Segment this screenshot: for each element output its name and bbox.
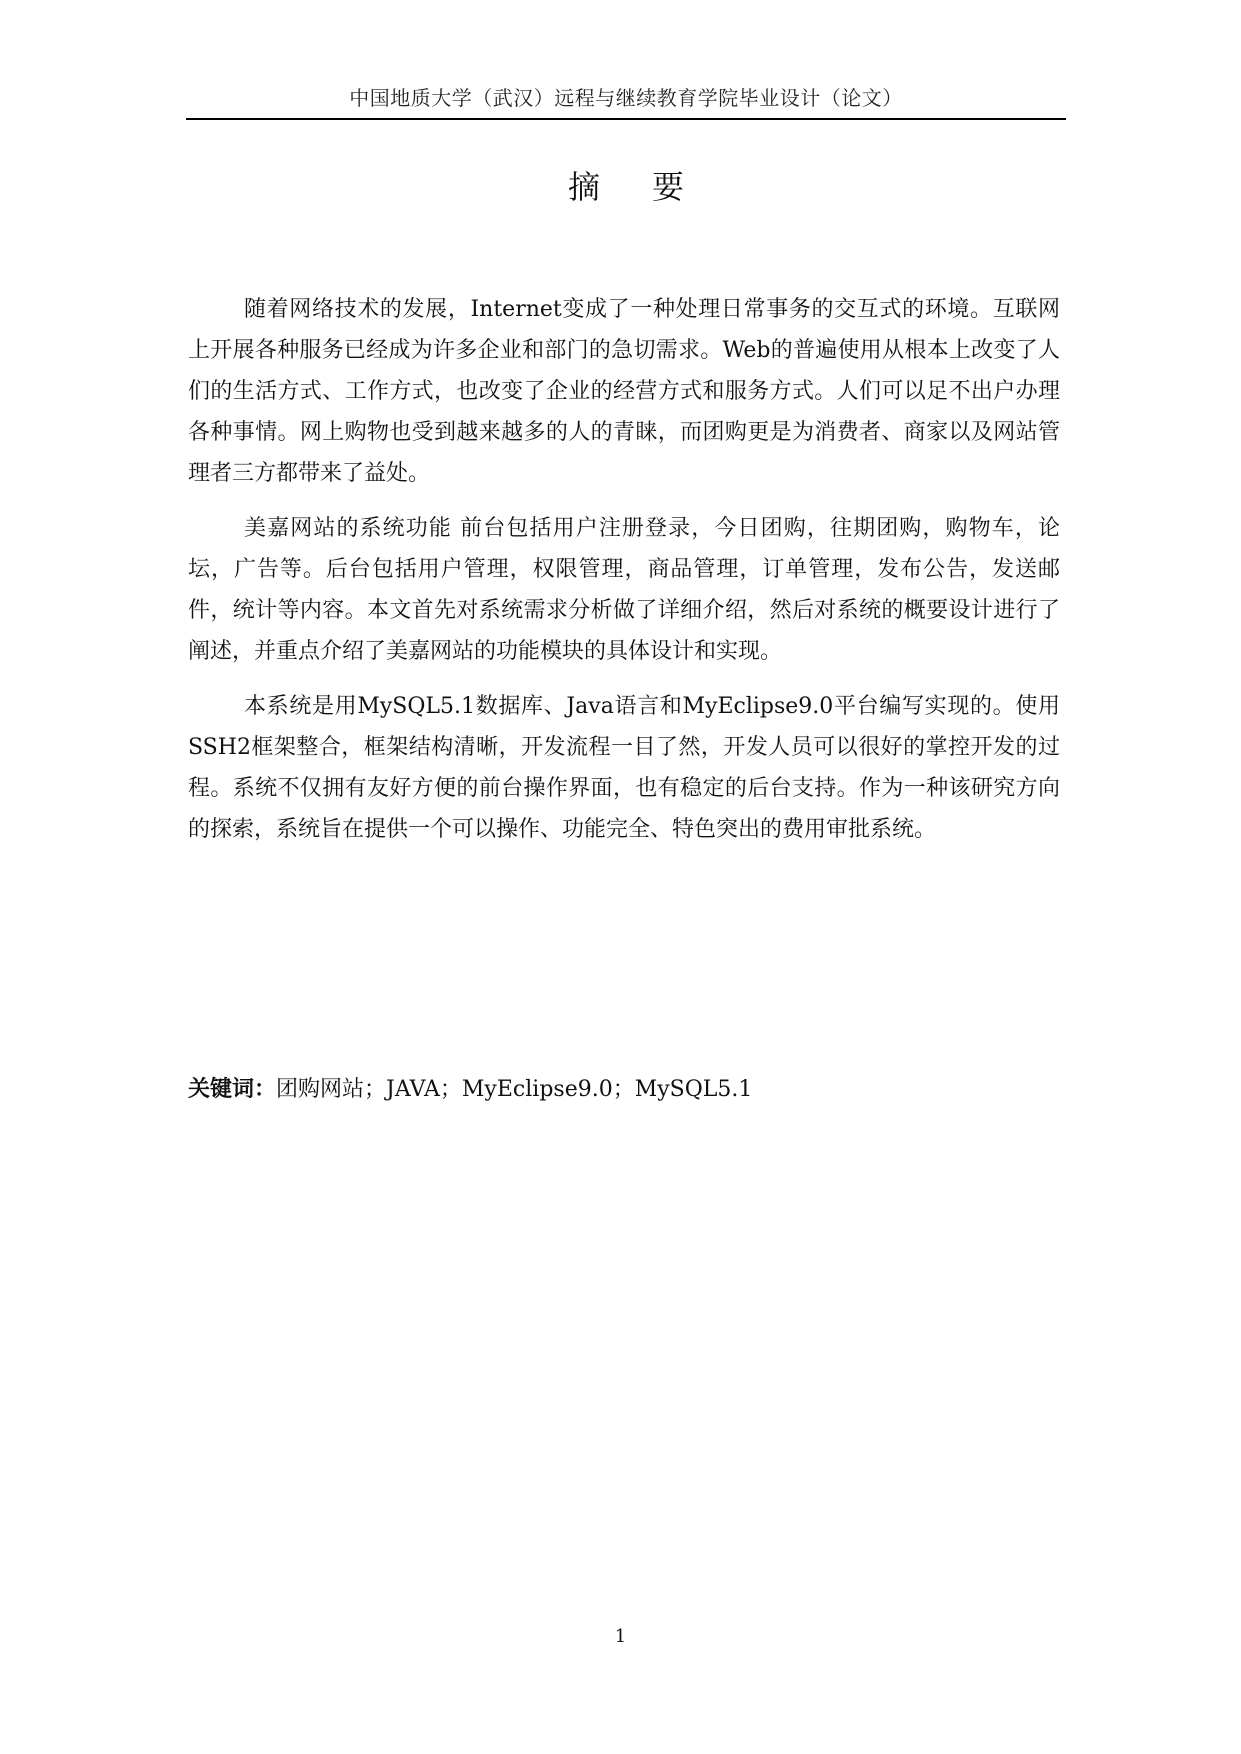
abstract-paragraph-2: 美嘉网站的系统功能 前台包括用户注册登录，今日团购，往期团购，购物车，论坛，广告等。后台包括用户管理，权限管理，商品管理，订单管理，发布公告，发送邮件，统计等内容。本文首先对系统需求分析做了详细介绍，然后对系统的概要设计进行了阐述，并重点介绍了美嘉网站的功能模块的具体设计和实现。 <box>188 516 1060 664</box>
keywords-label: 关键词： <box>188 1077 277 1102</box>
header-divider <box>186 118 1066 120</box>
abstract-paragraph-3: 本系统是用MySQL5.1数据库、Java语言和MyEclipse9.0平台编写实现的。使用SSH2框架整合，框架结构清晰，开发流程一目了然，开发人员可以很好的掌控开发的过程。系统不仅拥有友好方便的前台操作界面，也有稳定的后台支持。作为一种该研究方向的探索，系统旨在提供一个可以操作、功能完全、特色突出的费用审批系统。 <box>188 694 1060 842</box>
running-header: 中国地质大学（武汉）远程与继续教育学院毕业设计（论文） <box>349 86 903 110</box>
page-number: 1 <box>614 1626 627 1647</box>
abstract-paragraph-1: 随着网络技术的发展，Internet变成了一种处理日常事务的交互式的环境。互联网上开展各种服务已经成为许多企业和部门的急切需求。Web的普遍使用从根本上改变了人们的生活方式、工作方式，也改变了企业的经营方式和服务方式。人们可以足不出户办理各种事情。网上购物也受到越来越多的人的青睐，而团购更是为消费者、商家以及网站管理者三方都带来了益处。 <box>188 297 1060 486</box>
abstract-body <box>188 289 1060 864</box>
keywords-line <box>188 1075 752 1105</box>
keywords-text: 团购网站；JAVA；MyEclipse9.0；MySQL5.1 <box>276 1077 753 1102</box>
abstract-title: 摘要 <box>567 168 736 206</box>
